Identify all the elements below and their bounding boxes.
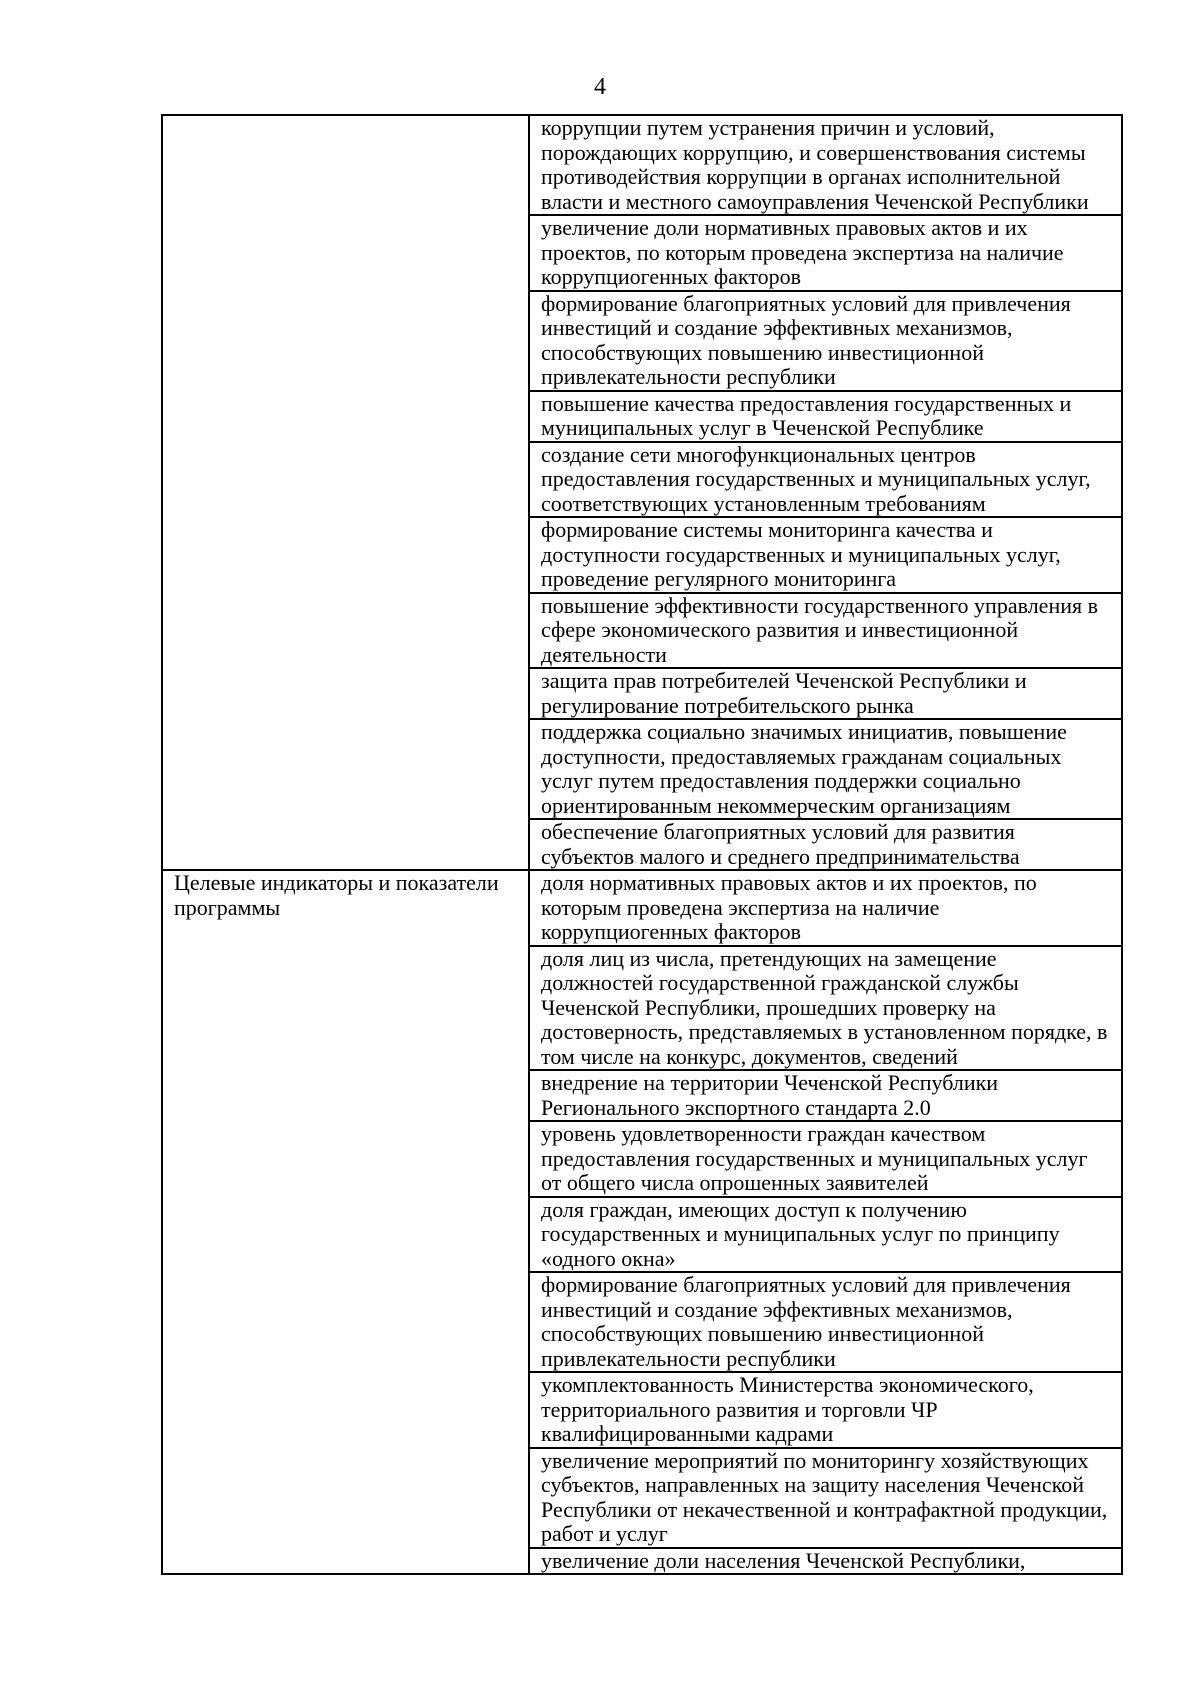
goal-cell: увеличение доли нормативных правовых актов и их проектов, по которым проведена экспертиза на наличие коррупциогенных факторов bbox=[529, 215, 1122, 291]
goal-cell: коррупции путем устранения причин и условий, порождающих коррупцию, и совершенствования системы противодействия коррупции в органах исполнительной власти и местного самоуправления Чеченской Республики bbox=[529, 115, 1122, 215]
indicator-cell: доля граждан, имеющих доступ к получению государственных и муниципальных услуг по принципу «одного окна» bbox=[529, 1197, 1122, 1273]
indicator-cell: укомплектованность Министерства экономического, территориального развития и торговли ЧР квалифицированными кадрами bbox=[529, 1372, 1122, 1448]
goal-cell: повышение эффективности государственного управления в сфере экономического развития и инвестиционной деятельности bbox=[529, 593, 1122, 669]
indicator-cell: внедрение на территории Чеченской Республики Регионального экспортного стандарта 2.0 bbox=[529, 1070, 1122, 1121]
indicator-row bbox=[162, 870, 1122, 946]
indicator-cell: доля нормативных правовых актов и их проектов, по которым проведена экспертиза на наличие коррупциогенных факторов bbox=[529, 870, 1122, 946]
goal-cell: обеспечение благоприятных условий для развития субъектов малого и среднего предпринимательства bbox=[529, 819, 1122, 870]
indicator-cell: формирование благоприятных условий для привлечения инвестиций и создание эффективных механизмов, способствующих повышению инвестиционной привлекательности республики bbox=[529, 1272, 1122, 1372]
indicator-cell: увеличение мероприятий по мониторингу хозяйствующих субъектов, направленных на защиту населения Чеченской Республики от некачественной и контрафактной продукции, работ и услуг bbox=[529, 1448, 1122, 1548]
indicator-cell: уровень удовлетворенности граждан качеством предоставления государственных и муниципальных услуг от общего числа опрошенных заявителей bbox=[529, 1121, 1122, 1197]
goal-row bbox=[162, 115, 1122, 215]
goal-cell: создание сети многофункциональных центров предоставления государственных и муниципальных услуг, соответствующих установленным требованиям bbox=[529, 442, 1122, 518]
indicator-cell: увеличение доли населения Чеченской Республики, bbox=[529, 1548, 1122, 1575]
goal-cell: повышение качества предоставления государственных и муниципальных услуг в Чеченской Республике bbox=[529, 391, 1122, 442]
page-number: 4 bbox=[594, 74, 606, 100]
goal-cell: защита прав потребителей Чеченской Республики и регулирование потребительского рынка bbox=[529, 668, 1122, 719]
indicator-cell: доля лиц из числа, претендующих на замещение должностей государственной гражданской службы Чеченской Республики, прошедших проверку на достоверность, представляемых в установленном порядке, в том числе на конкурс, документов, сведений bbox=[529, 946, 1122, 1071]
indicators-label-cell: Целевые индикаторы и показатели программы bbox=[162, 870, 529, 1574]
program-passport-table bbox=[161, 114, 1123, 1575]
goal-cell: поддержка социально значимых инициатив, повышение доступности, предоставляемых гражданам социальных услуг путем предоставления поддержки социально ориентированным некоммерческим организациям bbox=[529, 719, 1122, 819]
goal-cell: формирование системы мониторинга качества и доступности государственных и муниципальных услуг, проведение регулярного мониторинга bbox=[529, 517, 1122, 593]
goals-label-cell-continued bbox=[162, 115, 529, 870]
goal-cell: формирование благоприятных условий для привлечения инвестиций и создание эффективных механизмов, способствующих повышению инвестиционной привлекательности республики bbox=[529, 291, 1122, 391]
